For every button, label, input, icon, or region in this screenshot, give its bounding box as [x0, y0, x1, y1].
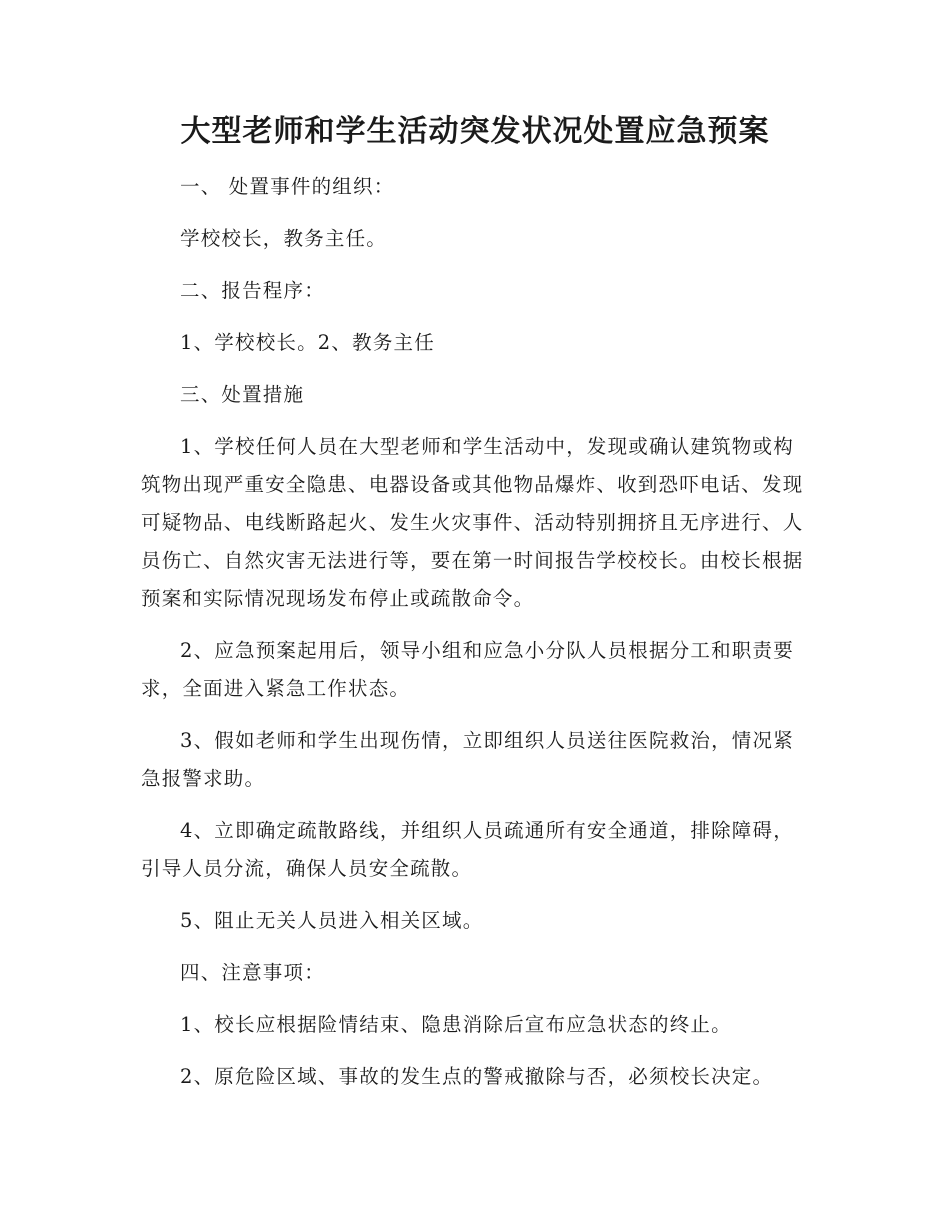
paragraph-note-2: 2、原危险区域、事故的发生点的警戒撤除与否，必须校长决定。	[180, 1065, 774, 1088]
heading-measures: 三、处置措施	[180, 383, 305, 406]
heading-notes: 四、注意事项：	[180, 961, 325, 984]
document-body	[141, 168, 806, 1110]
paragraph-measure-2: 2、应急预案起用后，领导小组和应急小分队人员根据分工和职责要求，全面进入紧急工作状态。	[141, 639, 794, 700]
heading-organization: 一、 处置事件的组织：	[180, 175, 395, 198]
paragraph-measure-4: 4、立即确定疏散路线，并组织人员疏通所有安全通道，排除障碍，引导人员分流，确保人员安全疏散。	[141, 819, 794, 880]
heading-report-procedure: 二、报告程序：	[180, 279, 325, 302]
paragraph-organization-members: 学校校长，教务主任。	[180, 227, 388, 250]
paragraph-measure-3: 3、假如老师和学生出现伤情，立即组织人员送往医院救治，情况紧急报警求助。	[141, 729, 794, 790]
paragraph-measure-5: 5、阻止无关人员进入相关区域。	[180, 909, 484, 932]
paragraph-report-procedure: 1、学校校长。2、教务主任	[180, 331, 435, 354]
paragraph-note-1: 1、校长应根据险情结束、隐患消除后宣布应急状态的终止。	[180, 1013, 732, 1036]
document-title: 大型老师和学生活动突发状况处置应急预案	[180, 114, 770, 149]
paragraph-measure-1: 1、学校任何人员在大型老师和学生活动中，发现或确认建筑物或构筑物出现严重安全隐患、电器设备或其他物品爆炸、收到恐吓电话、发现可疑物品、电线断路起火、发生火灾事件、活动特别拥挤且无序进行、人员伤亡、自然灾害无法进行等，要在第一时间报告学校校长。由校长根据预案和实际情况现场发布停止或疏散命令。	[141, 435, 804, 610]
